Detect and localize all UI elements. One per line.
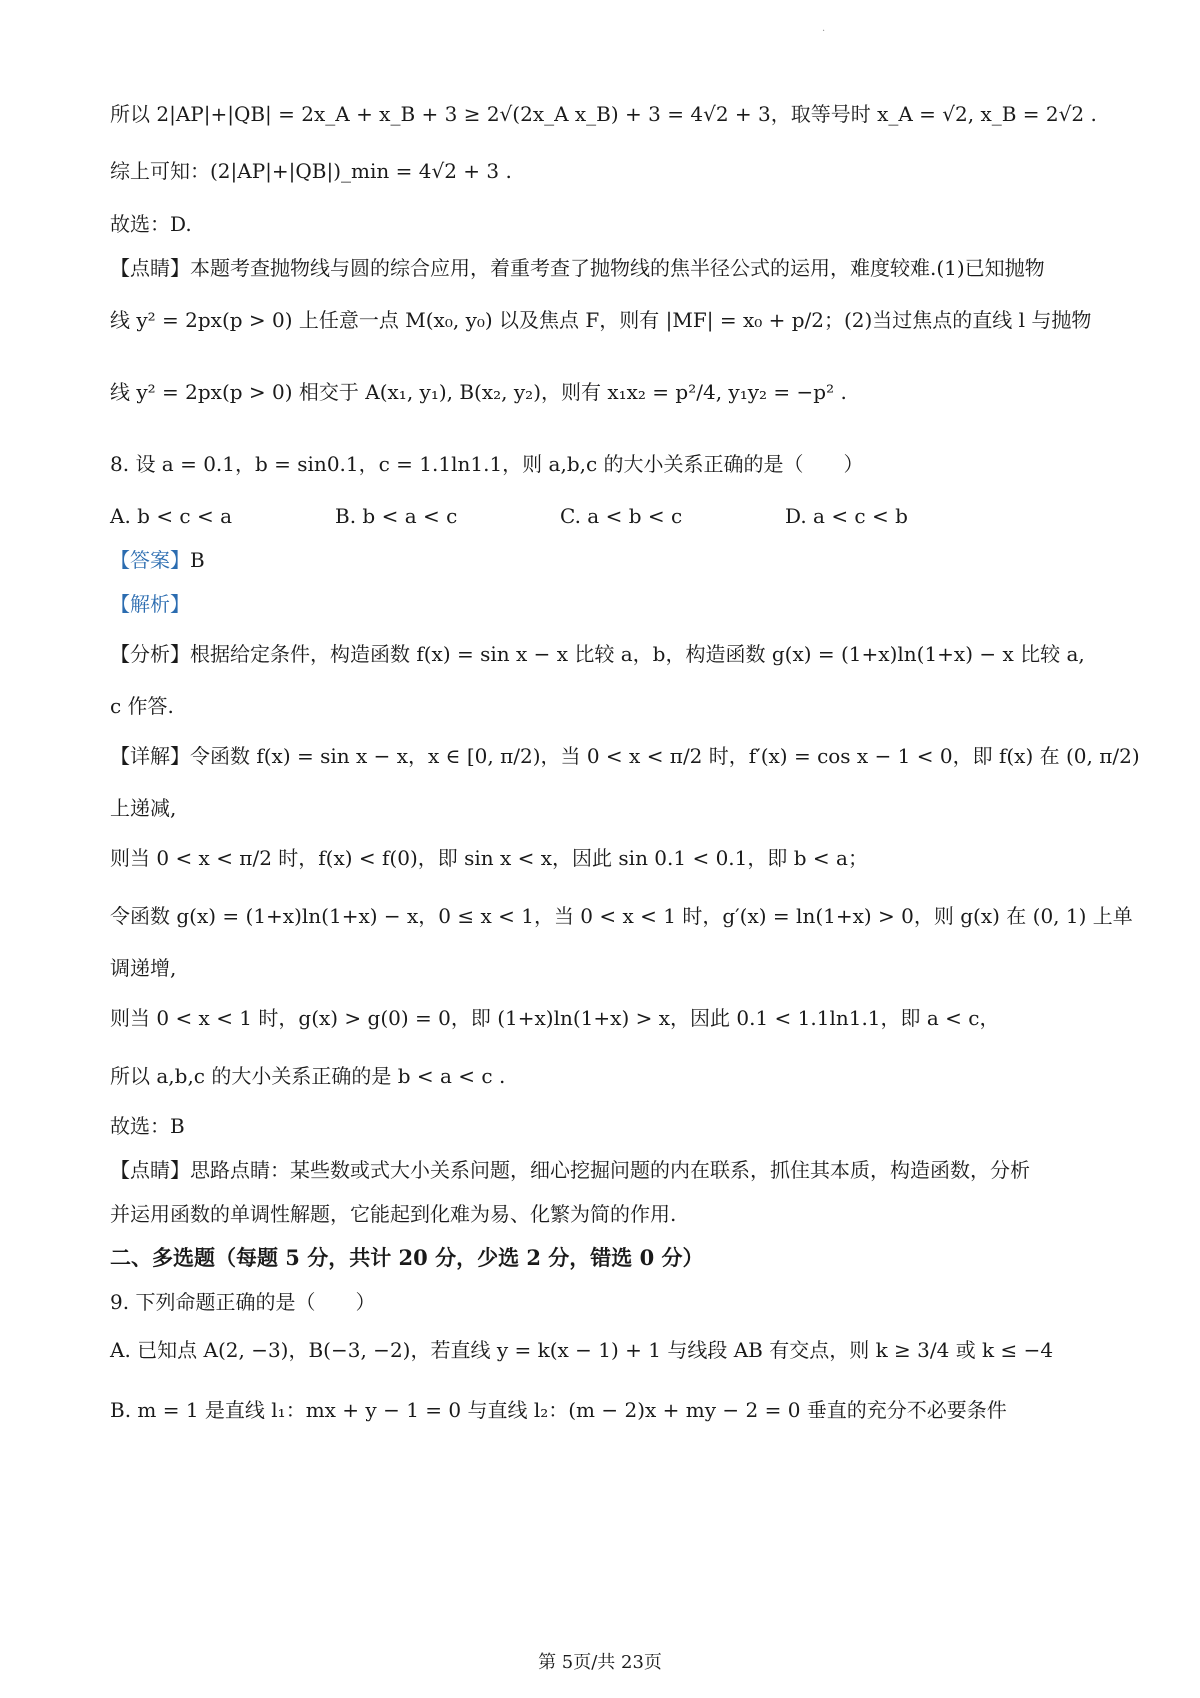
question-9: 9. 下列命题正确的是（ ） — [110, 1290, 376, 1314]
text-line: 故选：B — [110, 1114, 185, 1138]
text-line: 【详解】令函数 f(x) = sin x − x，x ∈ [0, π/2)，当 0 < x < π/2 时，f′(x) = cos x − 1 < 0，即 f(x) 在 (0, π/2) — [110, 744, 1140, 768]
question-8: 8. 设 a = 0.1，b = sin0.1，c = 1.1ln1.1，则 a,b,c 的大小关系正确的是（ ） — [110, 452, 864, 476]
text-line: 综上可知：(2|AP|+|QB|)_min = 4√2 + 3 . — [110, 159, 512, 183]
text-line: 线 y² = 2px(p > 0) 相交于 A(x₁, y₁), B(x₂, y₂)，则有 x₁x₂ = p²/4, y₁y₂ = −p² . — [110, 380, 847, 404]
text-line: 【点睛】思路点睛：某些数或式大小关系问题，细心挖掘问题的内在联系，抓住其本质，构造函数，分析 — [110, 1158, 1030, 1182]
option-9a: A. 已知点 A(2, −3)，B(−3, −2)，若直线 y = k(x − 1) + 1 与线段 AB 有交点，则 k ≥ 3/4 或 k ≤ −4 — [110, 1338, 1054, 1362]
text-line: c 作答. — [110, 694, 174, 718]
text-line: 上递减, — [110, 796, 177, 820]
text-line: 所以 a,b,c 的大小关系正确的是 b < a < c . — [110, 1064, 506, 1088]
text-line: 故选：D. — [110, 212, 192, 236]
text-line: 所以 2|AP|+|QB| = 2x_A + x_B + 3 ≥ 2√(2x_A x_B) + 3 = 4√2 + 3，取等号时 x_A = √2, x_B = 2√2 . — [110, 102, 1097, 126]
answer-label: 【答案】 — [110, 548, 190, 572]
text-line: 【点睛】本题考查抛物线与圆的综合应用，着重考查了抛物线的焦半径公式的运用，难度较难.(1)已知抛物 — [110, 256, 1045, 280]
text-line: 并运用函数的单调性解题，它能起到化难为易、化繁为简的作用. — [110, 1202, 677, 1226]
option-a: A. b < c < a — [110, 504, 233, 528]
page-mark: · — [822, 26, 826, 37]
option-9b: B. m = 1 是直线 l₁：mx + y − 1 = 0 与直线 l₂：(m − 2)x + my − 2 = 0 垂直的充分不必要条件 — [110, 1398, 1007, 1422]
text-line: 则当 0 < x < 1 时，g(x) > g(0) = 0，即 (1+x)ln(1+x) > x，因此 0.1 < 1.1ln1.1，即 a < c， — [110, 1006, 1000, 1030]
text-line: 【分析】根据给定条件，构造函数 f(x) = sin x − x 比较 a，b，构造函数 g(x) = (1+x)ln(1+x) − x 比较 a, — [110, 642, 1085, 666]
option-b: B. b < a < c — [335, 504, 458, 528]
text-line: 令函数 g(x) = (1+x)ln(1+x) − x，0 ≤ x < 1，当 0 < x < 1 时，g′(x) = ln(1+x) > 0，则 g(x) 在 (0, 1) 上单 — [110, 904, 1133, 928]
text-line: 线 y² = 2px(p > 0) 上任意一点 M(x₀, y₀) 以及焦点 F，则有 |MF| = x₀ + p/2；(2)当过焦点的直线 l 与抛物 — [110, 308, 1092, 332]
section-title: 二、多选题（每题 5 分，共计 20 分，少选 2 分，错选 0 分） — [110, 1245, 704, 1270]
option-d: D. a < c < b — [785, 504, 908, 528]
page-footer: 第 5页/共 23页 — [538, 1652, 662, 1673]
answer-value: B — [190, 548, 205, 572]
text-line: 则当 0 < x < π/2 时，f(x) < f(0)，即 sin x < x，因此 sin 0.1 < 0.1，即 b < a； — [110, 846, 868, 870]
answer-line — [110, 546, 1100, 574]
analysis-label: 【解析】 — [110, 592, 190, 616]
text-line: 调递增, — [110, 956, 177, 980]
options-row — [110, 502, 1100, 530]
option-c: C. a < b < c — [560, 504, 683, 528]
